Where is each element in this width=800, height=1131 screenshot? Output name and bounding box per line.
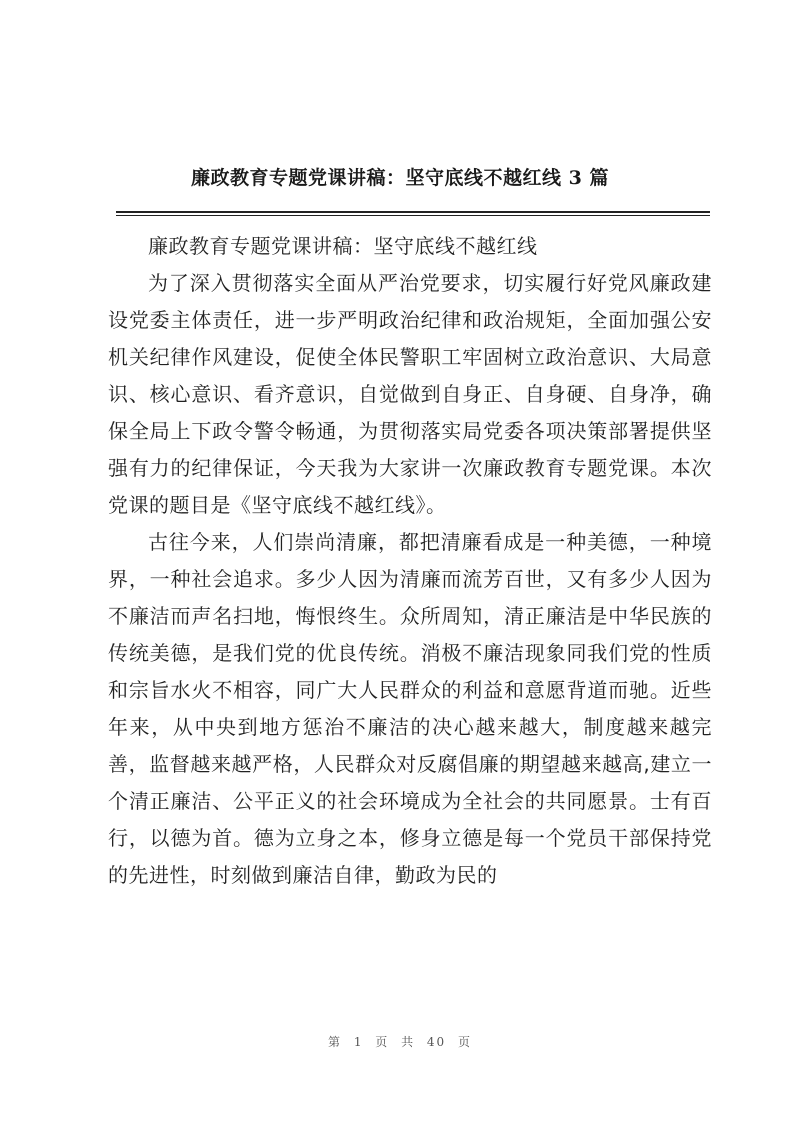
paragraph-2: 古往今来，人们崇尚清廉，都把清廉看成是一种美德，一种境界，一种社会追求。多少人因为清廉而流芳百世，又有多少人因为不廉洁而声名扫地，悔恨终生。众所周知，清正廉洁是中华民族的传统美德，是我们党的优良传统。消极不廉洁现象同我们党的性质和宗旨水火不相容，同广大人民群众的利益和意愿背道而驰。近些年来，从中央到地方惩治不廉洁的决心越来越大，制度越来越完善，监督越来越严格，人民群众对反腐倡廉的期望越来越高,建立一个清正廉洁、公平正义的社会环境成为全社会的共同愿景。士有百行，以德为首。德为立身之本，修身立德是每一个党员干部保持党的先进性，时刻做到廉洁自律，勤政为民的: [108, 530, 712, 887]
paragraph-1: 为了深入贯彻落实全面从严治党要求，切实履行好党风廉政建设党委主体责任，进一步严明政治纪律和政治规矩，全面加强公安机关纪律作风建设，促使全体民警职工牢固树立政治意识、大局意识、核心意识、看齐意识，自觉做到自身正、自身硬、自身净，确保全局上下政令警令畅通，为贯彻落实局党委各项决策部署提供坚强有力的纪律保证，今天我为大家讲一次廉政教育专题党课。本次党课的题目是《坚守底线不越红线》。: [108, 271, 712, 517]
title-divider-thin: [116, 215, 710, 216]
page-number: 第 1 页 共 40 页: [328, 1035, 472, 1049]
title-divider: [116, 211, 710, 213]
section-heading: 廉政教育专题党课讲稿：坚守底线不越红线: [148, 234, 538, 258]
document-body: [108, 228, 712, 894]
page-title: 廉政教育专题党课讲稿：坚守底线不越红线 3 篇: [191, 167, 609, 189]
